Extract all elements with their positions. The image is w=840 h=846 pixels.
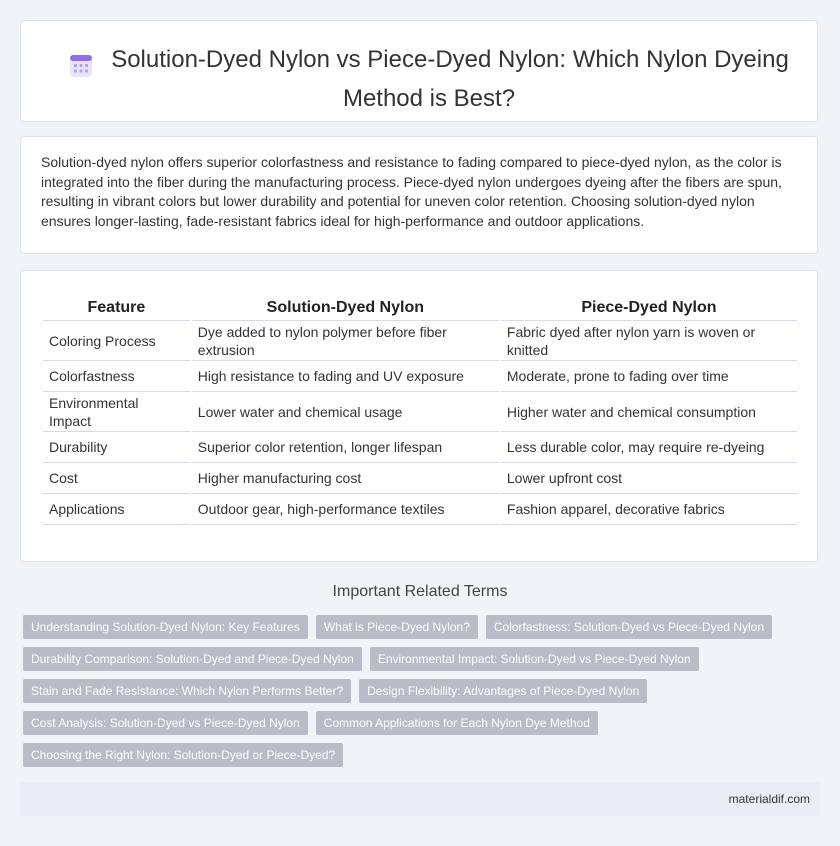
piece-dyed-cell: Lower upfront cost	[501, 463, 797, 494]
tag-row	[23, 711, 803, 735]
related-term-tag[interactable]: Choosing the Right Nylon: Solution-Dyed or Piece-Dyed?	[23, 743, 343, 767]
feature-cell: Environmental Impact	[43, 392, 190, 432]
tag-row	[23, 679, 803, 703]
solution-dyed-cell: Lower water and chemical usage	[192, 392, 499, 432]
intro-paragraph: Solution-dyed nylon offers superior colorfastness and resistance to fading compared to piece-dyed nylon, as the color is integrated into the fiber during the manufacturing process. Piece-dyed nylon undergoes dyeing after the fibers are spun, resulting in vibrant colors but lower durability and potential for uneven color retention. Choosing solution-dyed nylon ensures longer-lasting, fade-resistant fabrics ideal for high-performance and outdoor applications.	[41, 154, 782, 229]
tag-row	[23, 615, 803, 639]
column-header-piece-dyed: Piece-Dyed Nylon	[501, 294, 797, 321]
title-wrap	[61, 45, 797, 114]
comparison-table	[41, 294, 799, 525]
site-link[interactable]: materialdif.com	[728, 792, 810, 806]
solution-dyed-cell: Superior color retention, longer lifespan	[192, 432, 499, 463]
solution-dyed-cell: High resistance to fading and UV exposure	[192, 361, 499, 392]
feature-cell: Coloring Process	[43, 321, 190, 361]
piece-dyed-cell: Fabric dyed after nylon yarn is woven or knitted	[501, 321, 797, 361]
related-term-tag[interactable]: Design Flexibility: Advantages of Piece-Dyed Nylon	[359, 679, 647, 703]
related-term-tag[interactable]: Environmental Impact: Solution-Dyed vs Piece-Dyed Nylon	[370, 647, 699, 671]
piece-dyed-cell: Fashion apparel, decorative fabrics	[501, 494, 797, 525]
related-term-tag[interactable]: Common Applications for Each Nylon Dye Method	[316, 711, 598, 735]
comparison-card	[20, 270, 818, 562]
related-term-tag[interactable]: Stain and Fade Resistance: Which Nylon Performs Better?	[23, 679, 351, 703]
solution-dyed-cell: Dye added to nylon polymer before fiber extrusion	[192, 321, 499, 361]
table-row	[43, 463, 797, 494]
table-row	[43, 361, 797, 392]
table-row	[43, 432, 797, 463]
table-row	[43, 392, 797, 432]
table-header-row	[43, 294, 797, 321]
table-row	[43, 321, 797, 361]
feature-cell: Durability	[43, 432, 190, 463]
table-row	[43, 494, 797, 525]
feature-cell: Applications	[43, 494, 190, 525]
piece-dyed-cell: Less durable color, may require re-dyeing	[501, 432, 797, 463]
document-icon	[69, 53, 93, 84]
related-terms-heading: Important Related Terms	[332, 583, 508, 600]
piece-dyed-cell: Moderate, prone to fading over time	[501, 361, 797, 392]
tag-row	[23, 743, 803, 767]
related-term-tag[interactable]: What is Piece-Dyed Nylon?	[316, 615, 478, 639]
piece-dyed-cell: Higher water and chemical consumption	[501, 392, 797, 432]
solution-dyed-cell: Outdoor gear, high-performance textiles	[192, 494, 499, 525]
related-term-tag[interactable]: Cost Analysis: Solution-Dyed vs Piece-Dyed Nylon	[23, 711, 308, 735]
column-header-solution-dyed: Solution-Dyed Nylon	[192, 294, 499, 321]
footer-bar	[20, 782, 820, 816]
feature-cell: Cost	[43, 463, 190, 494]
solution-dyed-cell: Higher manufacturing cost	[192, 463, 499, 494]
tag-row	[23, 647, 803, 671]
related-term-tag[interactable]: Colorfastness: Solution-Dyed vs Piece-Dyed Nylon	[486, 615, 772, 639]
related-term-tag[interactable]: Durability Comparison: Solution-Dyed and Piece-Dyed Nylon	[23, 647, 362, 671]
intro-card	[20, 136, 818, 254]
title-card	[20, 20, 818, 122]
related-term-tag[interactable]: Understanding Solution-Dyed Nylon: Key Features	[23, 615, 308, 639]
related-terms-list	[23, 615, 803, 775]
page-title: Solution-Dyed Nylon vs Piece-Dyed Nylon: Which Nylon Dyeing Method is Best?	[111, 46, 789, 112]
column-header-feature: Feature	[43, 294, 190, 321]
feature-cell: Colorfastness	[43, 361, 190, 392]
